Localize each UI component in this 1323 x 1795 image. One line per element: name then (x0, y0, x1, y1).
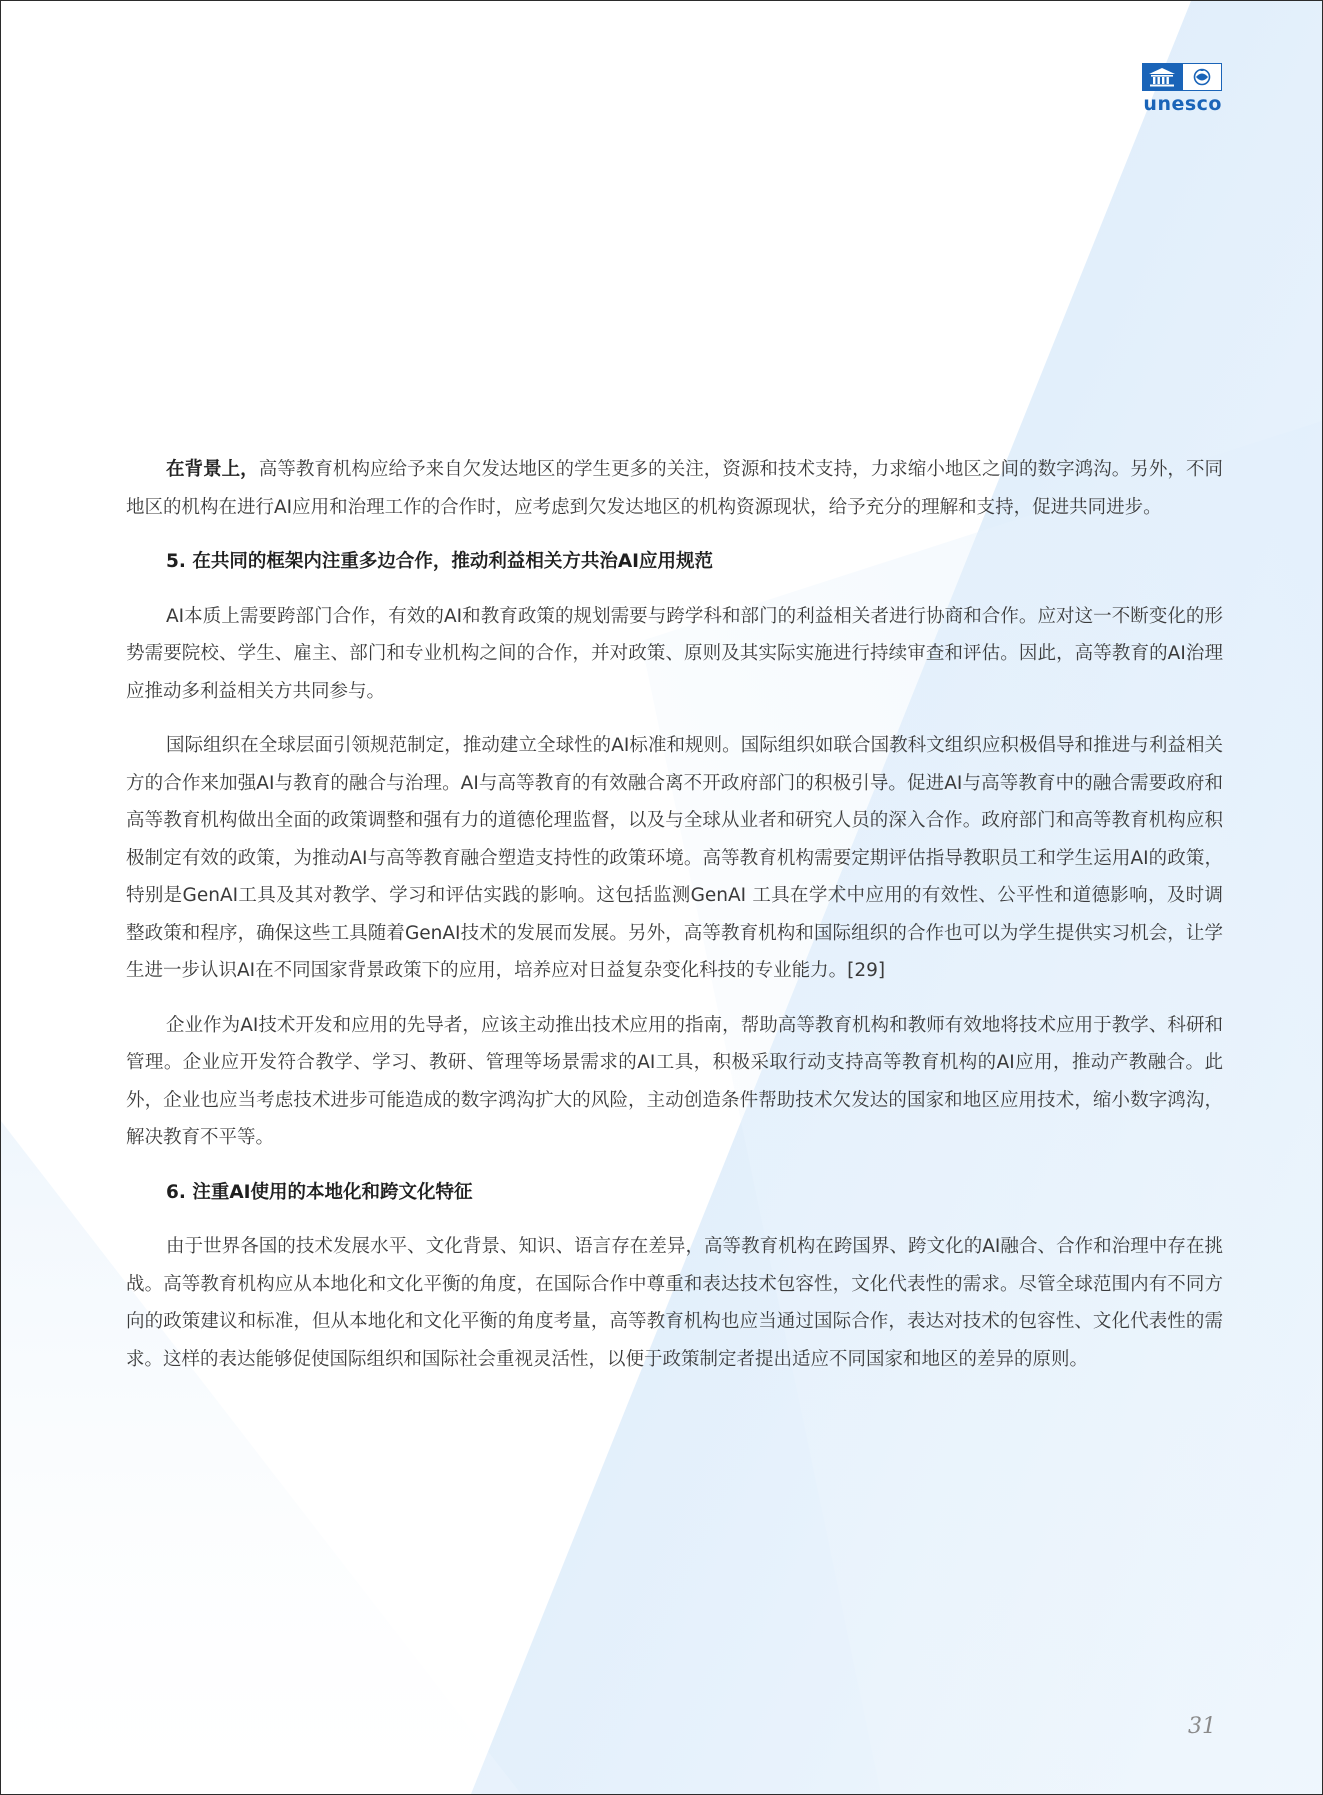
paragraph-text: 高等教育机构应给予来自欠发达地区的学生更多的关注，资源和技术支持，力求缩小地区之间的数字鸿沟。另外，不同地区的机构在进行AI应用和治理工作的合作时，应考虑到欠发达地区的机构资源现状，给予充分的理解和支持，促进共同进步。 (126, 459, 1223, 518)
paragraph-lead: 在背景上， (166, 459, 259, 480)
logo-wordmark: unesco (1143, 93, 1222, 115)
paragraph-localization: 由于世界各国的技术发展水平、文化背景、知识、语言存在差异，高等教育机构在跨国界、跨文化的AI融合、合作和治理中存在挑战。高等教育机构应从本地化和文化平衡的角度，在国际合作中尊重和表达技术包容性，文化代表性的需求。尽管全球范围内有不同方向的政策建议和标准，但从本地化和文化平衡的角度考量，高等教育机构也应当通过国际合作，表达对技术的包容性、文化代表性的需求。这样的表达能够促使国际组织和国际社会重视灵活性，以便于政策制定者提出适应不同国家和地区的差异的原则。 (126, 1236, 1223, 1370)
paragraph-cross-sector: AI本质上需要跨部门合作，有效的AI和教育政策的规划需要与跨学科和部门的利益相关者进行协商和合作。应对这一不断变化的形势需要院校、学生、雇主、部门和专业机构之间的合作，并对政策、原则及其实际实施进行持续审查和评估。因此，高等教育的AI治理应推动多利益相关方共同参与。 (126, 605, 1223, 702)
temple-icon (1142, 63, 1182, 91)
paragraph-background (126, 451, 1223, 526)
section-heading-5: 5. 在共同的框架内注重多边合作，推动利益相关方共治AI应用规范 (166, 551, 714, 572)
page-number: 31 (1188, 1714, 1216, 1739)
emblem-icon (1182, 63, 1222, 91)
main-content (126, 451, 1223, 1395)
paragraph-enterprises: 企业作为AI技术开发和应用的先导者，应该主动推出技术应用的指南，帮助高等教育机构和教师有效地将技术应用于教学、科研和管理。企业应开发符合教学、学习、教研、管理等场景需求的AI工具，积极采取行动支持高等教育机构的AI应用，推动产教融合。此外，企业也应当考虑技术进步可能造成的数字鸿沟扩大的风险，主动创造条件帮助技术欠发达的国家和地区应用技术，缩小数字鸿沟，解决教育不平等。 (126, 1014, 1223, 1148)
paragraph-international-orgs: 国际组织在全球层面引领规范制定，推动建立全球性的AI标准和规则。国际组织如联合国教科文组织应积极倡导和推进与利益相关方的合作来加强AI与教育的融合与治理。AI与高等教育的有效融合离不开政府部门的积极引导。促进AI与高等教育中的融合需要政府和高等教育机构做出全面的政策调整和强有力的道德伦理监督，以及与全球从业者和研究人员的深入合作。政府部门和高等教育机构应积极制定有效的政策，为推动AI与高等教育融合塑造支持性的政策环境。高等教育机构需要定期评估指导教职员工和学生运用AI的政策，特别是GenAI工具及其对教学、学习和评估实践的影响。这包括监测GenAI 工具在学术中应用的有效性、公平性和道德影响，及时调整政策和程序，确保这些工具随着GenAI技术的发展而发展。另外，高等教育机构和国际组织的合作也可以为学生提供实习机会，让学生进一步认识AI在不同国家背景政策下的应用，培养应对日益复杂变化科技的专业能力。[29] (126, 735, 1223, 981)
unesco-logo (1138, 63, 1222, 114)
section-heading-6: 6. 注重AI使用的本地化和跨文化特征 (166, 1181, 473, 1203)
